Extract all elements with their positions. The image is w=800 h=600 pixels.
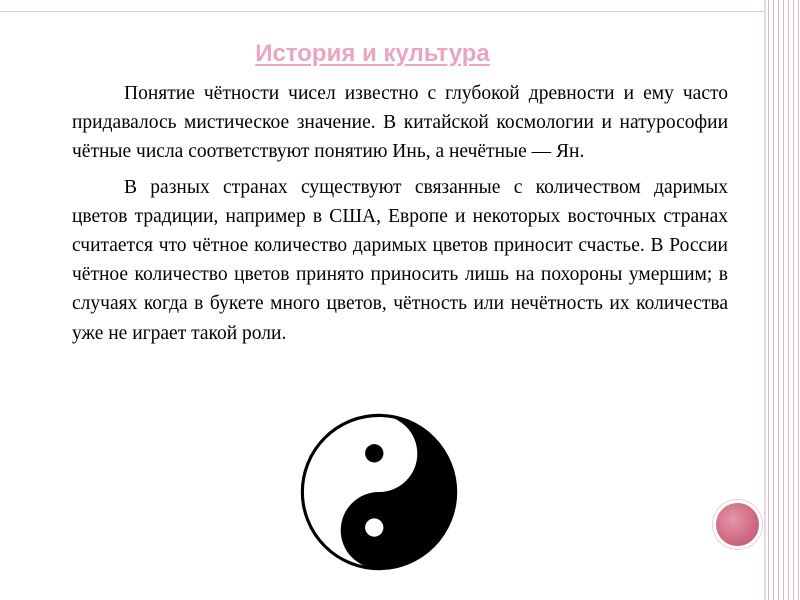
paragraph-flower-traditions: В разных странах существуют связанные с количеством даримых цветов традиции, например в США, Европе и некоторых восточных странах считается что чётное количество даримых цветов приносит счастье. В России чётное количество цветов принято приносить лишь на похороны умершим; в случаях когда в букете много цветов, чётность или нечётность их количества уже не играет такой роли. (72, 176, 728, 344)
slide-title: История и культура (255, 40, 490, 67)
paragraph-parity-history: Понятие чётности чисел известно с глубокой древности и ему часто придавалось мистическое значение. В китайской космологии и натурософии чётные числа соответствуют понятию Инь, а нечётные — Ян. (72, 83, 728, 163)
body-text (72, 79, 728, 354)
frame-right-stripes (766, 0, 800, 600)
decorative-circle (713, 500, 762, 549)
yin-yang-icon (300, 413, 458, 571)
frame-top-rule (0, 11, 770, 12)
frame-top (0, 0, 800, 10)
